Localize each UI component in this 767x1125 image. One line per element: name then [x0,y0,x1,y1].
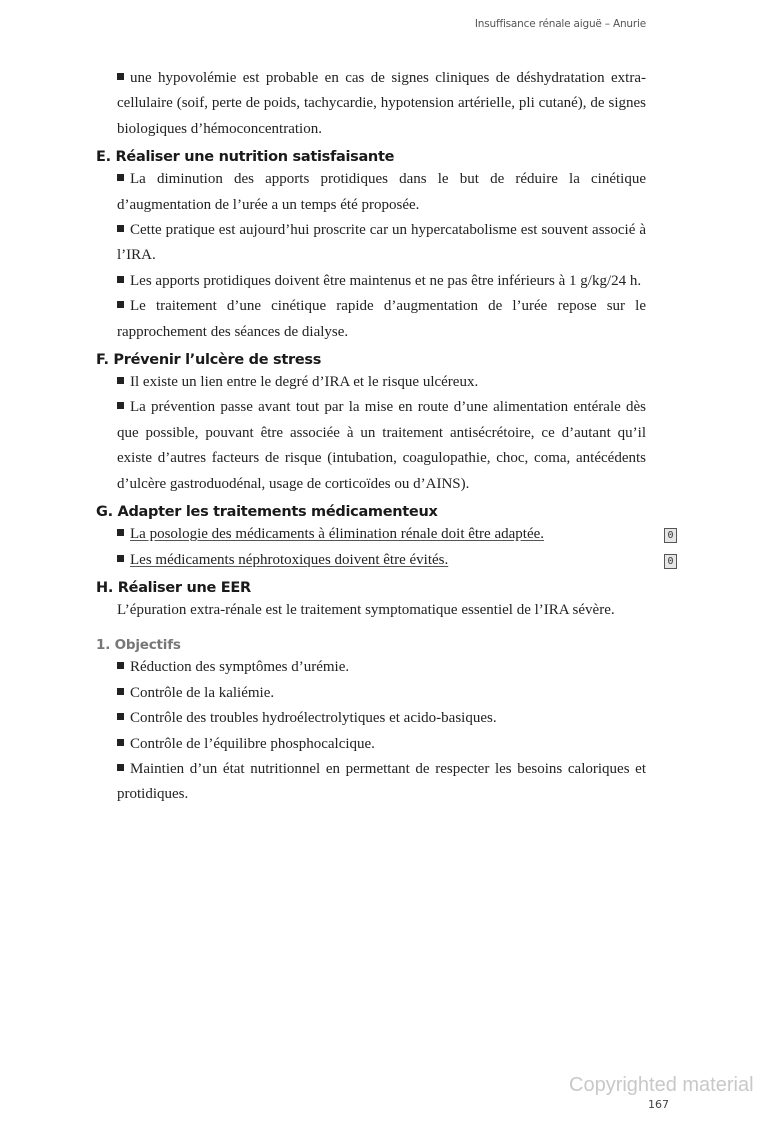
bullet-item: La diminution des apports protidiques dans le but de réduire la cinétique d’augmentation de l’urée a un temps été proposée. [117,171,646,213]
square-bullet-icon [117,764,124,771]
underlined-text: La posologie des médicaments à élimination rénale doit être adaptée. [130,526,545,543]
bullet-item [117,522,674,547]
bullet-item [117,548,674,573]
square-bullet-icon [117,739,124,746]
square-bullet-icon [117,688,124,695]
bullet-item: La prévention passe avant tout par la mise en route d’une alimentation entérale dès que possible, pouvant être associée à un traitement antisécrétoire, ce d’autant qu’il existe d’autres facteurs de risque (intubation, coagulopathie, choc, coma, antécédents d’ulcère gastroduodénal, usage de corticoïdes ou d’AINS). [117,399,646,492]
square-bullet-icon [117,225,124,232]
square-bullet-icon [117,73,124,80]
bullet-item: Le traitement d’une cinétique rapide d’augmentation de l’urée repose sur le rapprochement des séances de dialyse. [117,298,646,340]
underlined-text: Les médicaments néphrotoxiques doivent être évités. [130,551,449,568]
square-bullet-icon [117,555,124,562]
square-bullet-icon [117,529,124,536]
reference-badge-icon[interactable]: 0 [664,554,677,569]
square-bullet-icon [117,402,124,409]
subsection-heading-objectifs: 1. Objectifs [96,637,181,654]
square-bullet-icon [117,662,124,669]
section-heading-f: F. Prévenir l’ulcère de stress [96,352,322,369]
paragraph: L’épuration extra-rénale est le traitement symptomatique essentiel de l’IRA sévère. [117,601,615,618]
bullet-item: Il existe un lien entre le degré d’IRA et le risque ulcéreux. [117,370,646,395]
square-bullet-icon [117,713,124,720]
bullet-item: Contrôle de l’équilibre phosphocalcique. [117,732,646,757]
square-bullet-icon [117,377,124,384]
copyright-watermark: Copyrighted material [569,1074,754,1096]
section-heading-g: G. Adapter les traitements médicamenteux [96,504,438,521]
section-heading-e: E. Réaliser une nutrition satisfaisante [96,149,395,166]
bullet-item: Contrôle des troubles hydroélectrolytiques et acido-basiques. [117,706,646,731]
square-bullet-icon [117,174,124,181]
running-header: Insuffisance rénale aiguë – Anurie [474,18,646,30]
square-bullet-icon [117,301,124,308]
section-heading-h: H. Réaliser une EER [96,579,251,596]
bullet-item: Les apports protidiques doivent être maintenus et ne pas être inférieurs à 1 g/kg/24 h. [117,269,646,294]
page-content [96,66,674,808]
reference-badge-icon[interactable]: 0 [664,528,677,543]
bullet-item: une hypovolémie est probable en cas de signes cliniques de déshydratation extra-cellulaire (soif, perte de poids, tachycardie, hypotension artérielle, pli cutané), de signes biologiques d’hémoconcentration. [117,70,646,137]
bullet-item: Contrôle de la kaliémie. [117,681,646,706]
bullet-item: Réduction des symptômes d’urémie. [117,655,646,680]
square-bullet-icon [117,276,124,283]
page-number: 167 [648,1098,669,1111]
bullet-item: Maintien d’un état nutritionnel en permettant de respecter les besoins caloriques et protidiques. [117,760,646,803]
bullet-item: Cette pratique est aujourd’hui proscrite car un hypercatabolisme est souvent associé à l’IRA. [117,222,646,264]
